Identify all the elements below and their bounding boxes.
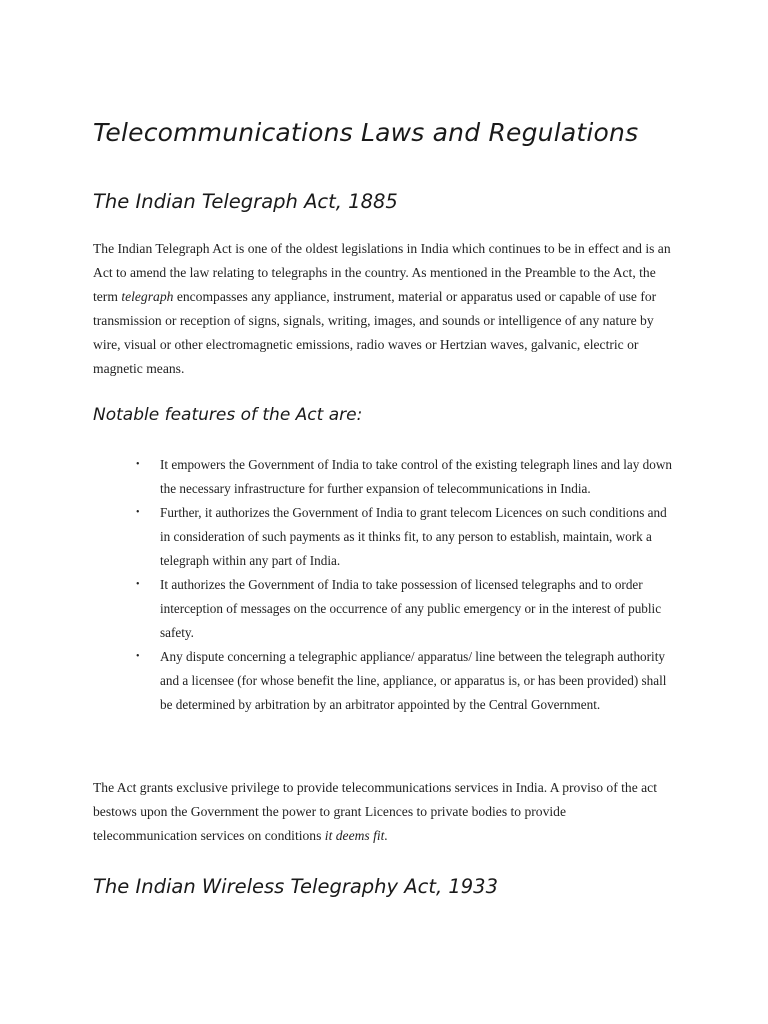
intro-text-1: The Indian Telegraph Act is one of the oldest legislations in India which continues to be in effect and is an Act to amend the law relating to telegraphs in the country. As mentioned in the Preamble to the Act, the term: [93, 241, 671, 304]
feature-text: It authorizes the Government of India to take possession of licensed telegraphs and to order interception of messages on the occurrence of any public emergency or in the interest of public safety.: [160, 577, 662, 640]
intro-text-2: encompasses any appliance, instrument, material or apparatus used or capable of use for transmission or reception of signs, signals, writing, images, and sounds or intelligence of any nature by wire, visual or other electromagnetic emissions, radio waves or Hertzian waves, galvanic, electric or magnetic means.: [93, 289, 657, 376]
document-title: Telecommunications Laws and Regulations: [93, 118, 639, 147]
bullet-icon: •: [136, 579, 140, 590]
features-heading: Notable features of the Act are:: [93, 405, 363, 425]
closing-paragraph: [93, 776, 673, 848]
feature-text: Further, it authorizes the Government of India to grant telecom Licences on such conditions and in consideration of such payments as it thinks fit, to any person to establish, maintain, work a telegraph within any part of India.: [160, 505, 667, 568]
intro-term-telegraph: telegraph: [121, 289, 174, 304]
bullet-icon: •: [136, 459, 140, 470]
closing-text: The Act grants exclusive privilege to provide telecommunications services in India. A proviso of the act bestows upon the Government the power to grant Licences to private bodies to provide telecommunication services on conditions: [93, 780, 657, 843]
closing-italic-text: it deems fit.: [324, 828, 388, 843]
section-heading-wireless-act: The Indian Wireless Telegraphy Act, 1933: [93, 875, 498, 898]
feature-text: Any dispute concerning a telegraphic appliance/ apparatus/ line between the telegraph authority and a licensee (for whose benefit the line, appliance, or apparatus is, or has been provided) shall be determined by arbitration by an arbitrator appointed by the Central Government.: [160, 649, 667, 712]
list-item: [93, 573, 680, 645]
list-item: [93, 645, 680, 717]
features-list: [93, 453, 683, 717]
list-item: [93, 501, 680, 573]
bullet-icon: •: [136, 507, 140, 518]
intro-paragraph: [93, 237, 673, 381]
feature-text: It empowers the Government of India to take control of the existing telegraph lines and lay down the necessary infrastructure for further expansion of telecommunications in India.: [160, 457, 672, 496]
list-item: [93, 453, 680, 501]
bullet-icon: •: [136, 651, 140, 662]
section-heading-telegraph-act: The Indian Telegraph Act, 1885: [93, 190, 398, 213]
